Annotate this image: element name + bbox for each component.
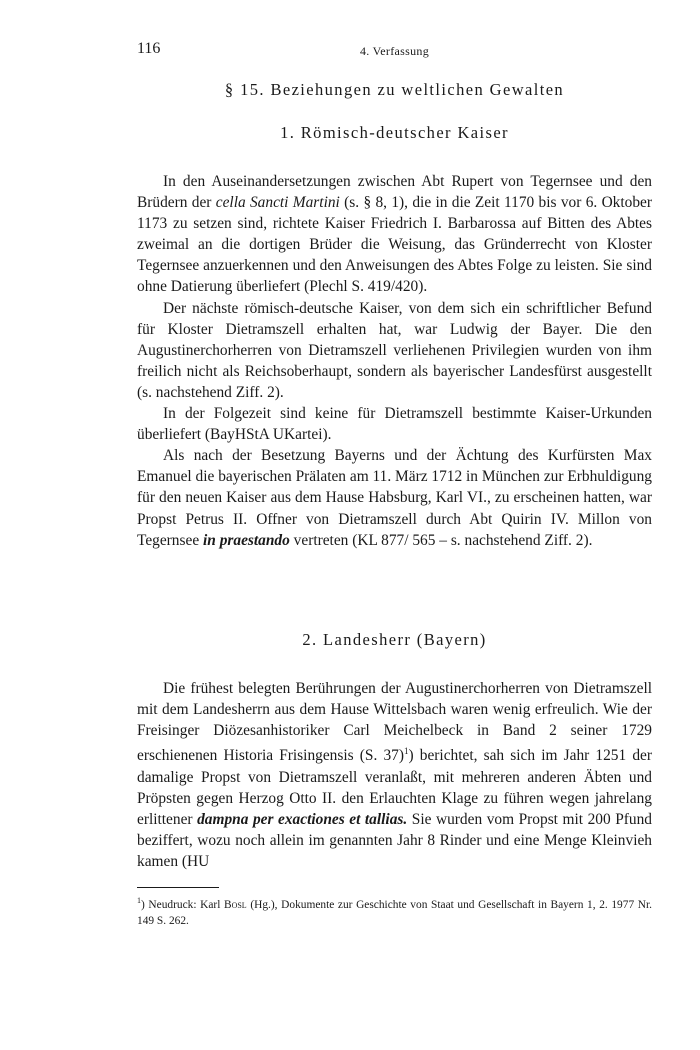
text-fragment: Die frühest belegten Berührungen der Augustinerchorherren von Dietramszell mit dem Landesherrn aus dem Hause Wittelsbach waren wenig erfreulich. Wie der Freisinger Diözesanhistoriker Carl Meichelbeck in Band 2 seiner 1729 erschienenen Historia Frisingensis (S. 37) xyxy=(137,680,652,765)
paragraph: In der Folgezeit sind keine für Dietramszell bestimmte Kaiser-Urkunden überliefert (BayHStA UKartei). xyxy=(137,405,652,444)
latin-term: dampna per exactiones et tallias. xyxy=(197,810,408,828)
subsection-body-kaiser xyxy=(137,171,652,551)
text-fragment: vertreten (KL 877/ 565 – s. nachstehend Ziff. 2). xyxy=(289,531,593,549)
latin-term: cella Sancti Martini xyxy=(215,194,340,212)
text-fragment: ) Neudruck: Karl xyxy=(141,898,224,911)
paragraph: Der nächste römisch-deutsche Kaiser, von dem sich ein schriftlicher Befund für Kloster Dietramszell erhalten hat, war Ludwig der Bayer. Die den Augustinerchorherren von Dietramszell verliehenen Privilegien wurden von ihm freilich nicht als Reichsoberhaupt, sondern als bayerischer Landesfürst ausgestellt (s. nachstehend Ziff. 2). xyxy=(137,299,652,401)
footnote-divider xyxy=(137,887,219,888)
text-fragment: (Hg.), Dokumente zur Geschichte von Staat und Gesellschaft in Bayern 1, 2. 1977 Nr. 149 S. 262. xyxy=(137,898,652,927)
section-heading: § 15. Beziehungen zu weltlichen Gewalten xyxy=(224,80,565,99)
page-number: 116 xyxy=(137,40,161,57)
text-fragment: (s. § 8, 1), die in die Zeit 1170 bis vor 6. Oktober 1173 zu setzen sind, richtete Kaiser Friedrich I. Barbarossa auf Bitten des Abtes zweimal an die dortigen Brüder die Weisung, das Gründerrecht von Kloster Tegernsee anzuerkennen und den Anweisungen des Abtes Folge zu leisten. Sie sind ohne Datierung überliefert (Plechl S. 419/420). xyxy=(137,194,653,296)
text-fragment: Sie wurden vom Propst mit 200 Pfund beziffert, wozu noch allein im genannten Jahr 8 Rinder und eine Menge Kleinvieh kamen (HU xyxy=(137,810,652,870)
running-title: 4. Verfassung xyxy=(359,44,429,58)
footnote-marker: 1 xyxy=(137,896,141,905)
subsection-heading-landesherr: 2. Landesherr (Bayern) xyxy=(302,630,487,649)
text-fragment: ) berichtet, sah sich im Jahr 1251 der damalige Propst von Dietramszell veranlaßt, mit mehreren anderen Äbten und Pröpsten gegen Herzog Otto II. den Erlauchten Klage zu führen wegen jahrelang erlittener xyxy=(137,747,653,828)
latin-term: in praestando xyxy=(203,531,290,549)
text-fragment: Als nach der Besetzung Bayerns und der Ächtung des Kurfürsten Max Emanuel die bayerischen Prälaten am 11. März 1712 in München zur Erbhuldigung für den neuen Kaiser aus dem Hause Habsburg, Karl VI., zu erscheinen hatten, war Propst Petrus II. Offner von Dietramszell durch Abt Quirin IV. Millon von Tegernsee xyxy=(137,447,652,549)
author-name: Bosl xyxy=(223,898,247,911)
subsection-heading-kaiser: 1. Römisch-deutscher Kaiser xyxy=(280,123,509,142)
footnote xyxy=(137,893,652,929)
paragraph xyxy=(137,445,652,550)
subsection-body-landesherr xyxy=(137,678,652,872)
footnote-reference: 1 xyxy=(403,746,409,757)
paragraph xyxy=(137,171,652,298)
text-fragment: In den Auseinandersetzungen zwischen Abt Rupert von Tegernsee und den Brüdern der xyxy=(137,173,652,212)
paragraph xyxy=(137,678,652,872)
page-header xyxy=(137,40,652,64)
